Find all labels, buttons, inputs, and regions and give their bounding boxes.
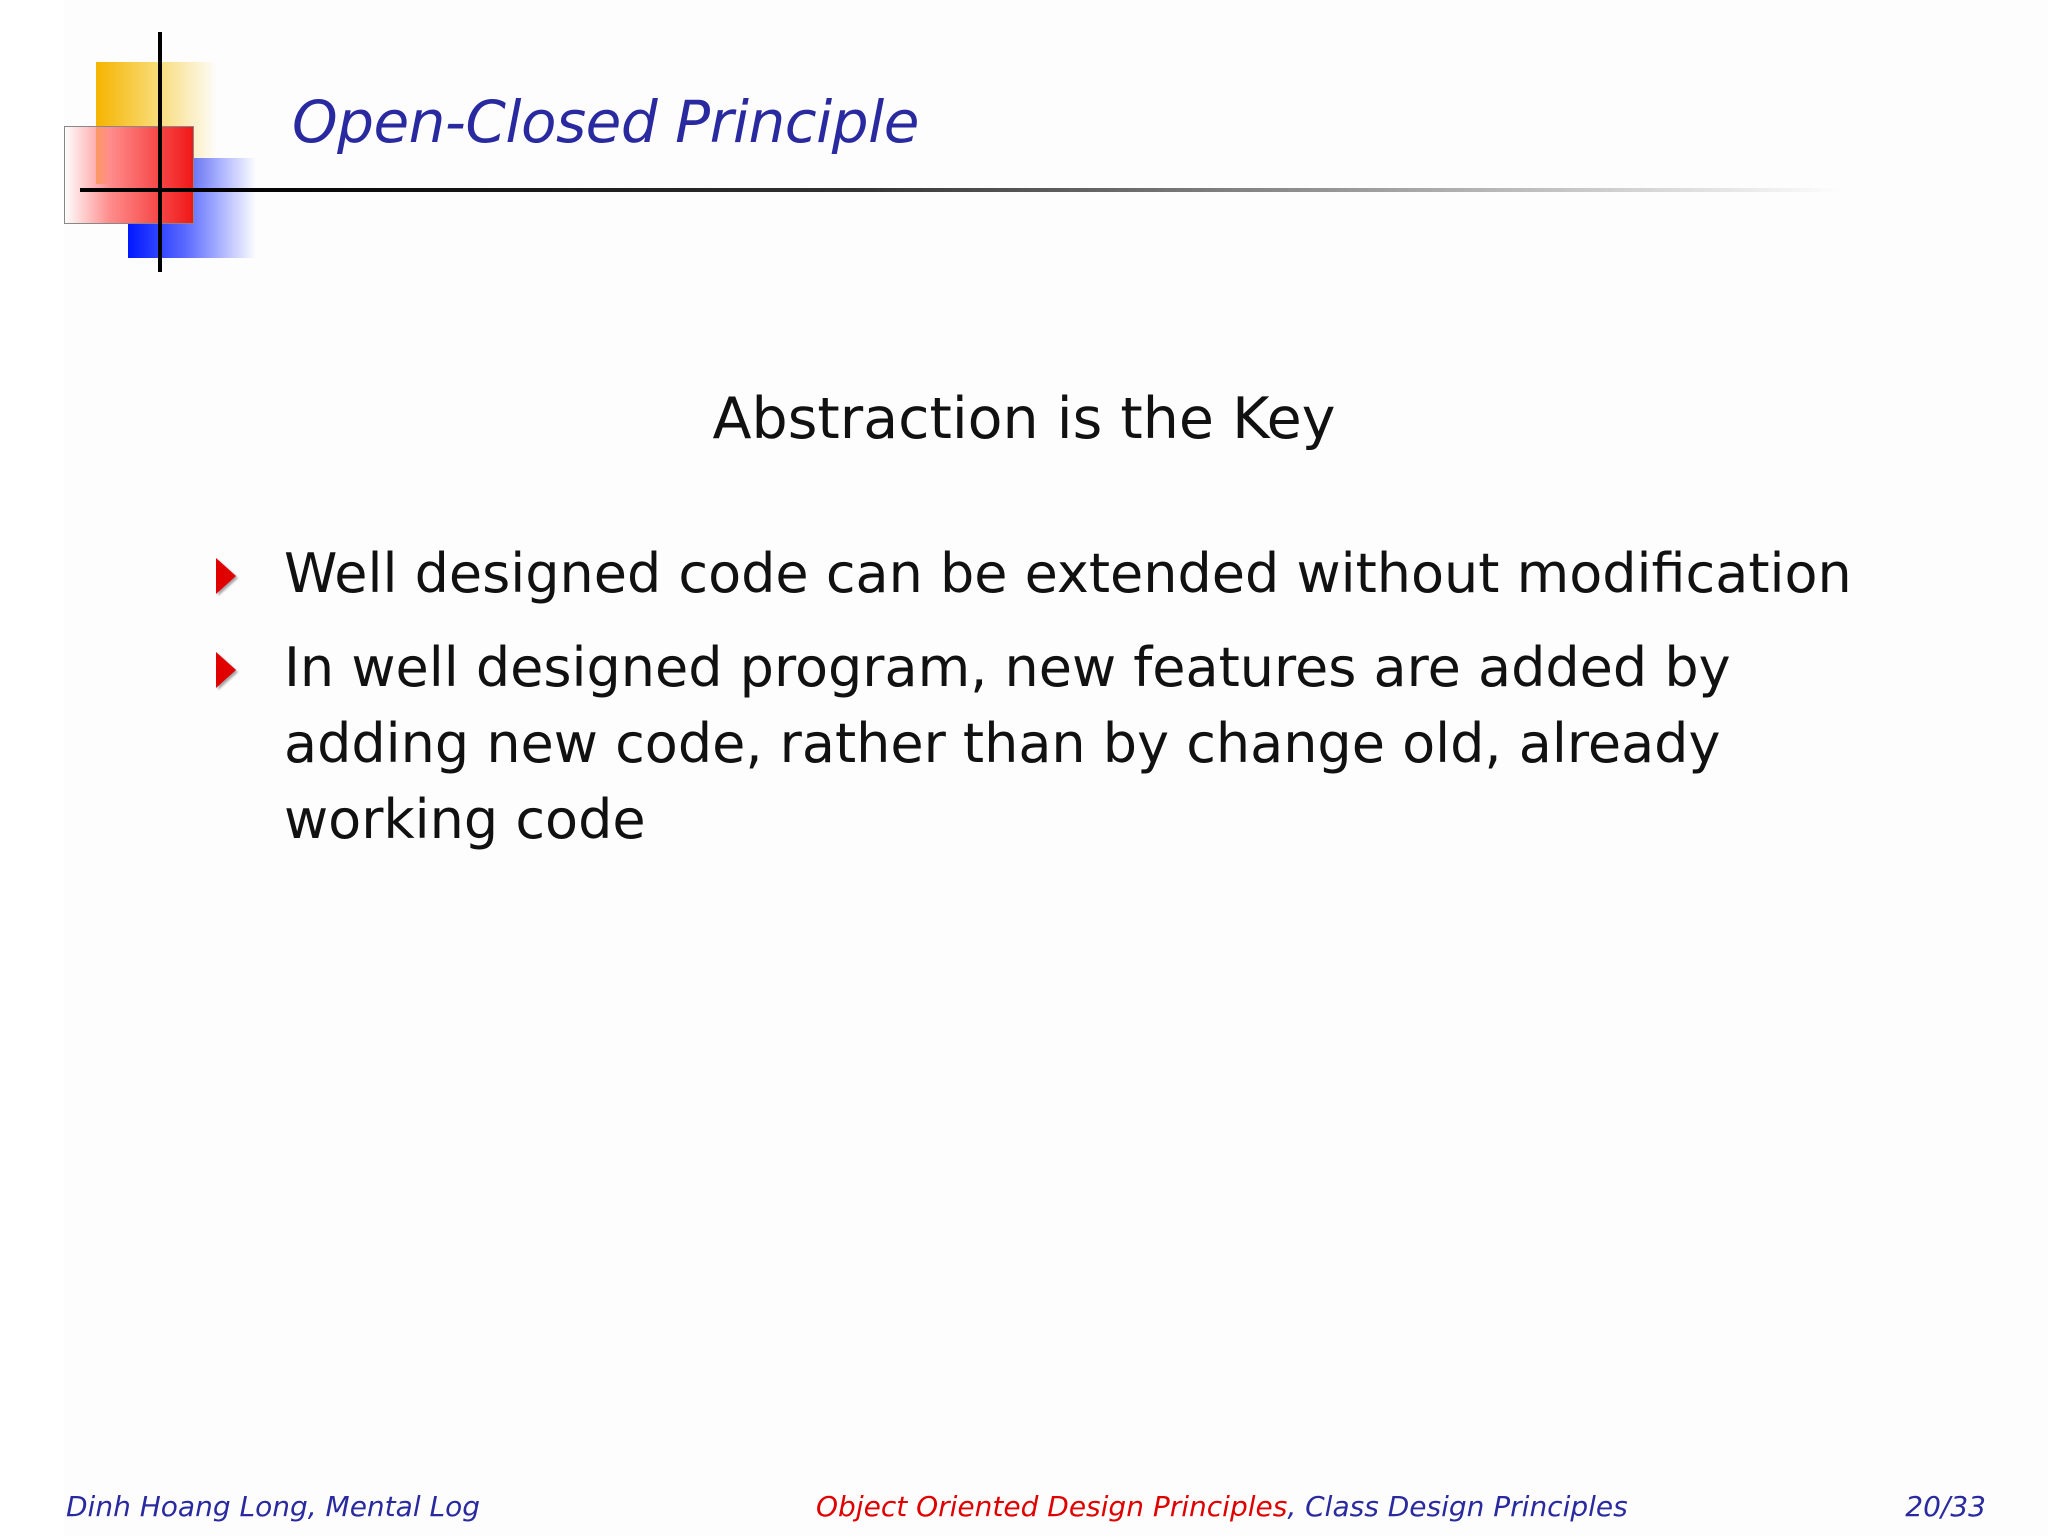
footer-title [816, 1490, 1628, 1523]
slide-heading: Abstraction is the Key [712, 386, 1336, 452]
triangle-bullet-icon [216, 652, 236, 688]
footer-subsection[interactable]: Class Design Principles [1305, 1490, 1628, 1523]
triangle-bullet-icon [216, 558, 236, 594]
footer [0, 1490, 2048, 1530]
bullet-item [216, 630, 1856, 858]
logo-red-square [64, 126, 194, 224]
footer-author: Dinh Hoang Long, Mental Log [66, 1490, 480, 1523]
bullet-item [216, 536, 1856, 612]
footer-separator: , [1287, 1490, 1297, 1523]
title-rule [200, 188, 1840, 192]
footer-page-number: 20/33 [1905, 1490, 1986, 1523]
beamer-squares-logo [0, 0, 280, 280]
slide-title: Open-Closed Principle [292, 88, 919, 156]
logo-vertical-line [158, 32, 162, 272]
footer-section[interactable]: Object Oriented Design Principles [816, 1490, 1288, 1523]
bullet-text: In well designed program, new features are added by adding new code, rather than by change old, already working code [284, 636, 1731, 851]
bullet-list [216, 536, 1856, 876]
bullet-text: Well designed code can be extended without modification [284, 542, 1852, 605]
